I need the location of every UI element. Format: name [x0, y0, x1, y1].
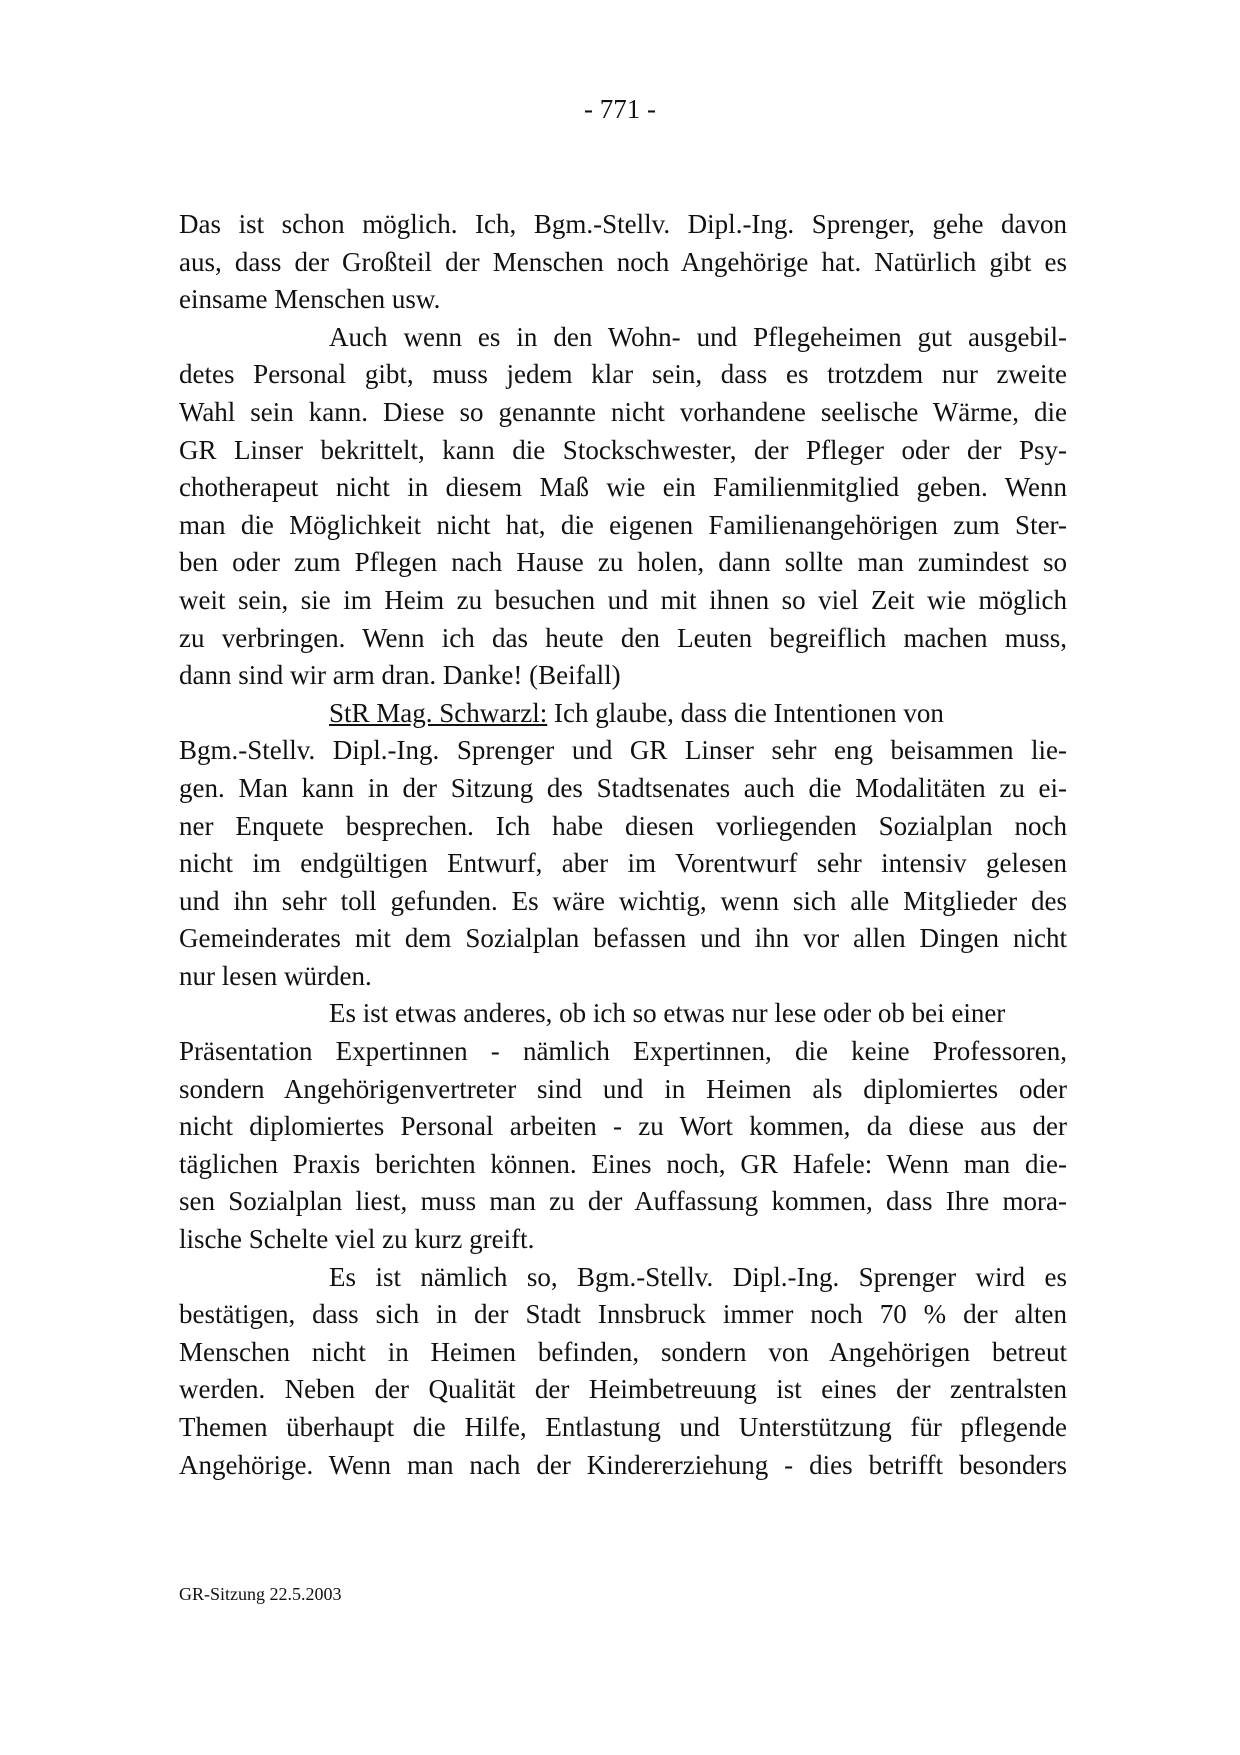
text-line: Themen überhaupt die Hilfe, Entlastung und Unterstützung für pflegende [179, 1412, 1067, 1442]
text-line: werden. Neben der Qualität der Heimbetreuung ist eines der zentralsten [179, 1374, 1067, 1405]
text-line: weit sein, sie im Heim zu besuchen und mit ihnen so viel Zeit wie möglich [179, 584, 1067, 615]
text-line: nur lesen würden. [179, 960, 372, 991]
text-line: GR Linser bekrittelt, kann die Stockschwester, der Pfleger oder der Psy- [179, 434, 1067, 465]
paragraph-5 [179, 1259, 1067, 1485]
text-line: Das ist schon möglich. Ich, Bgm.-Stellv. Dipl.-Ing. Sprenger, gehe davon [179, 209, 1067, 239]
text-line: Bgm.-Stellv. Dipl.-Ing. Sprenger und GR Linser sehr eng beisammen lie- [179, 735, 1067, 766]
text-line: gen. Man kann in der Sitzung des Stadtsenates auch die Modalitäten zu ei- [179, 772, 1067, 803]
text-line: dann sind wir arm dran. Danke! (Beifall) [179, 660, 621, 691]
text-line: sondern Angehörigenvertreter sind und in Heimen als diplomiertes oder [179, 1073, 1067, 1104]
page-number: - 771 - [584, 94, 656, 124]
text-line: einsame Menschen usw. [179, 284, 441, 315]
paragraph-1 [179, 206, 1067, 319]
text-line: sen Sozialplan liest, muss man zu der Auffassung kommen, dass Ihre mora- [179, 1186, 1067, 1217]
text-line: aus, dass der Großteil der Menschen noch Angehörige hat. Natürlich gibt es [179, 246, 1067, 277]
speaker-line [179, 695, 1067, 733]
footer-session-date: GR-Sitzung 22.5.2003 [179, 1584, 342, 1604]
paragraph-3 [179, 695, 1067, 996]
text-line: nicht im endgültigen Entwurf, aber im Vorentwurf sehr intensiv gelesen [179, 848, 1067, 879]
text-line: Gemeinderates mit dem Sozialplan befassen und ihn vor allen Dingen nicht [179, 923, 1067, 954]
text-line: Es ist etwas anderes, ob ich so etwas nur lese oder ob bei einer [329, 998, 1006, 1029]
text-line: bestätigen, dass sich in der Stadt Innsbruck immer noch 70 % der alten [179, 1299, 1067, 1330]
speaker-line-text: Ich glaube, dass die Intentionen von [547, 697, 944, 728]
text-line: Wahl sein kann. Diese so genannte nicht vorhandene seelische Wärme, die [179, 396, 1067, 427]
text-line: lische Schelte viel zu kurz greift. [179, 1224, 535, 1255]
text-line: täglichen Praxis berichten können. Eines noch, GR Hafele: Wenn man die- [179, 1148, 1067, 1179]
text-line: Präsentation Expertinnen - nämlich Expertinnen, die keine Professoren, [179, 1036, 1067, 1067]
text-line: und ihn sehr toll gefunden. Es wäre wichtig, wenn sich alle Mitglieder des [179, 885, 1067, 916]
text-line: man die Möglichkeit nicht hat, die eigenen Familienangehörigen zum Ster- [179, 509, 1067, 540]
text-line: Es ist nämlich so, Bgm.-Stellv. Dipl.-Ing. Sprenger wird es [329, 1261, 1067, 1292]
text-line: Menschen nicht in Heimen befinden, sondern von Angehörigen betreut [179, 1336, 1067, 1367]
speaker-name: StR Mag. Schwarzl: [329, 697, 548, 728]
text-line: detes Personal gibt, muss jedem klar sein, dass es trotzdem nur zweite [179, 359, 1067, 390]
document-body [179, 206, 1067, 1484]
text-line: zu verbringen. Wenn ich das heute den Leuten begreiflich machen muss, [179, 622, 1067, 653]
text-line: ner Enquete besprechen. Ich habe diesen vorliegenden Sozialplan noch [179, 810, 1067, 841]
paragraph-4 [179, 995, 1067, 1258]
paragraph-2 [179, 319, 1067, 695]
text-line: Angehörige. Wenn man nach der Kindererziehung - dies betrifft besonders [179, 1449, 1067, 1480]
text-line: Auch wenn es in den Wohn- und Pflegeheimen gut ausgebil- [329, 321, 1067, 352]
text-line: nicht diplomiertes Personal arbeiten - zu Wort kommen, da diese aus der [179, 1111, 1067, 1142]
text-line: chotherapeut nicht in diesem Maß wie ein Familienmitglied geben. Wenn [179, 472, 1067, 503]
text-line: ben oder zum Pflegen nach Hause zu holen, dann sollte man zumindest so [179, 547, 1067, 578]
